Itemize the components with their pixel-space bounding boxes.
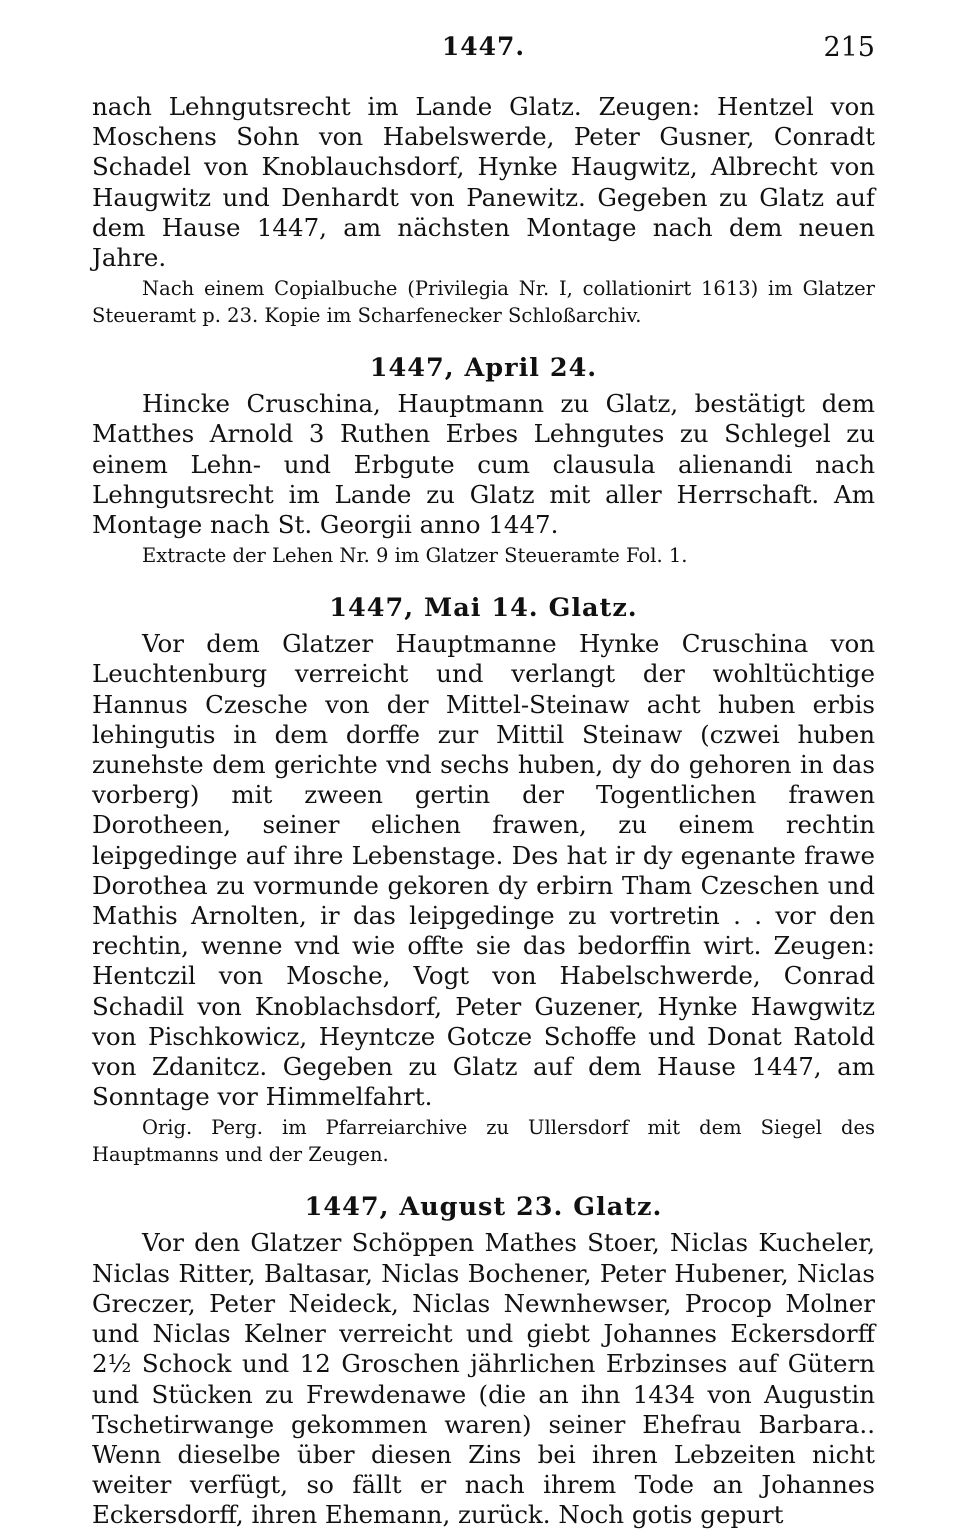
running-head-year: 1447. <box>441 32 526 61</box>
entry-continued <box>92 92 875 329</box>
entry-text: Hincke Cruschina, Hauptmann zu Glatz, bestätigt dem Matthes Arnold 3 Ruthen Erbes Lehngutes zu Schlegel zu einem Lehn- und Erbgute cum clausula alienandi nach Lehngutsrecht im Lande zu Glatz mit aller Herrschaft. Am Montage nach St. Georgii anno 1447. <box>92 389 875 540</box>
entry-august-23 <box>92 1190 875 1530</box>
entry-source: Nach einem Copialbuche (Privilegia Nr. I, collationirt 1613) im Glatzer Steueramt p. 23. Kopie im Scharfenecker Schloßarchiv. <box>92 277 875 328</box>
entry-heading: 1447, August 23. Glatz. <box>304 1192 663 1223</box>
running-head <box>92 32 875 72</box>
entry-text: nach Lehngutsrecht im Lande Glatz. Zeugen: Hentzel von Moschens Sohn von Habelswerde, Peter Gusner, Conradt Schadel von Knoblauchsdorf, Hynke Haugwitz, Albrecht von Haugwitz und Denhardt von Panewitz. Gegeben zu Glatz auf dem Hause 1447, am nächsten Montage nach dem neuen Jahre. <box>92 92 875 273</box>
page-number: 215 <box>823 32 875 63</box>
entry-source: Orig. Perg. im Pfarreiarchive zu Ullersdorf mit dem Siegel des Hauptmanns und der Zeugen. <box>92 1116 875 1167</box>
entry-text: Vor dem Glatzer Hauptmanne Hynke Cruschina von Leuchtenburg verreicht und verlangt der wohltüchtige Hannus Czesche von der Mittel-Steinaw acht huben erbis lehingutis in dem dorffe zur Mittil Steinaw (czwei huben zunehste dem gerichte vnd sechs huben, dy do gehoren in das vorberg) mit zween gertin der Togentlichen frawen Dorotheen, seiner elichen frawen, zu einem rechtin leipgedinge auf ihre Lebenstage. Des hat ir dy egenante frawe Dorothea zu vormunde gekoren dy erbirn Tham Czeschen und Mathis Arnolten, ir das leipgedinge zu vortretin . . vor den rechtin, wenne vnd wie offte sie das bedorffin wirt. Zeugen: Hentczil von Mosche, Vogt von Habelschwerde, Conrad Schadil von Knoblachsdorf, Peter Guzener, Hynke Hawgwitz von Pischkowicz, Heyntcze Gotcze Schoffe und Donat Ratold von Zdanitcz. Gegeben zu Glatz auf dem Hause 1447, am Sonntage vor Himmelfahrt. <box>92 629 875 1112</box>
entry-text: Vor den Glatzer Schöppen Mathes Stoer, Niclas Kucheler, Niclas Ritter, Baltasar, Niclas Bochener, Peter Hubener, Niclas Greczer, Peter Neideck, Niclas Newnhewser, Procop Molner und Niclas Kelner verreicht und giebt Johannes Eckersdorff 2½ Schock und 12 Groschen jährlichen Erbzinses auf Gütern und Stücken zu Frewdenawe (die an ihn 1434 von Augustin Tschetirwange gekommen waren) seiner Ehefrau Barbara.. Wenn dieselbe über diesen Zins bei ihren Lebzeiten nicht weiter verfügt, so fällt er nach ihrem Tode an Johannes Eckersdorff, ihren Ehemann, zurück. Noch gotis gepurt <box>92 1228 875 1530</box>
entry-mai-14 <box>92 591 875 1168</box>
entry-heading: 1447, April 24. <box>369 353 598 384</box>
entry-source: Extracte der Lehen Nr. 9 im Glatzer Steueramte Fol. 1. <box>142 544 688 568</box>
entry-heading: 1447, Mai 14. Glatz. <box>329 593 638 624</box>
entry-april-24 <box>92 351 875 569</box>
page-body <box>92 92 875 1531</box>
